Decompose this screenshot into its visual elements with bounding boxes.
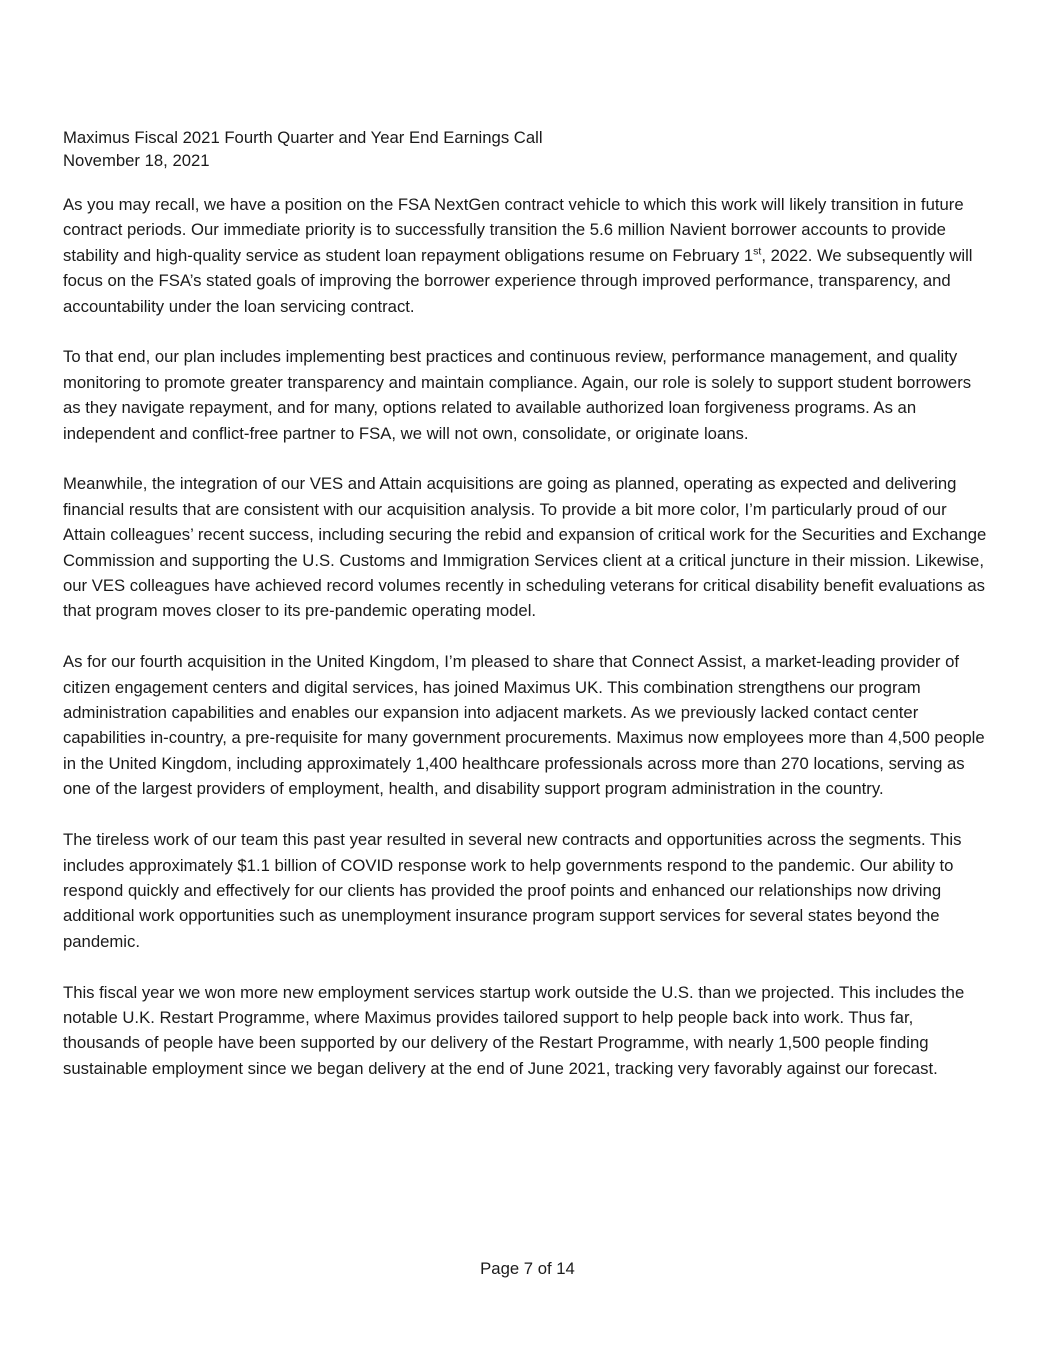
paragraph-ves-attain: Meanwhile, the integration of our VES and Attain acquisitions are going as planned, operating as expected and delivering financial results that are consistent with our acquisition analysis. To provide a bit more color, I’m particularly proud of our Attain colleagues’ recent success, including securing the rebid and expansion of critical work for the Securities and Exchange Commission and supporting the U.S. Customs and Immigration Services client at a critical juncture in their mission. Likewise, our VES colleagues have achieved record volumes recently in scheduling veterans for critical disability benefit evaluations as that program moves closer to its pre-pandemic operating model. <box>63 474 987 621</box>
document-body <box>63 192 992 1081</box>
paragraph-connect-assist: As for our fourth acquisition in the United Kingdom, I’m pleased to share that Connect Assist, a market-leading provider of citizen engagement centers and digital services, has joined Maximus UK. This combination strengthens our program administration capabilities and enables our expansion into adjacent markets. As we previously lacked contact center capabilities in-country, a pre-requisite for many government procurements. Maximus now employees more than 4,500 people in the United Kingdom, including approximately 1,400 healthcare professionals across more than 270 locations, serving as one of the largest providers of employment, health, and disability support program administration in the country. <box>63 652 985 799</box>
paragraph-covid-response: The tireless work of our team this past year resulted in several new contracts and opportunities across the segments. This includes approximately $1.1 billion of COVID response work to help governments respond to the pandemic. Our ability to respond quickly and effectively for our clients has provided the proof points and enhanced our relationships now driving additional work opportunities such as unemployment insurance program support services for several states beyond the pandemic. <box>63 830 962 951</box>
document-header <box>63 126 992 172</box>
paragraph-uk-restart: This fiscal year we won more new employment services startup work outside the U.S. than we projected. This includes the notable U.K. Restart Programme, where Maximus provides tailored support to help people back into work. Thus far, thousands of people have been supported by our delivery of the Restart Programme, with nearly 1,500 people finding sustainable employment since we began delivery at the end of June 2021, tracking very favorably against our forecast. <box>63 982 965 1078</box>
paragraph-best-practices: To that end, our plan includes implementing best practices and continuous review, performance management, and quality monitoring to promote greater transparency and maintain compliance. Again, our role is solely to support student borrowers as they navigate repayment, and for many, options related to available authorized loan forgiveness programs. As an independent and conflict-free partner to FSA, we will not own, consolidate, or originate loans. <box>63 347 972 443</box>
page-footer <box>0 1256 1055 1281</box>
paragraph-fsa-nextgen <box>63 192 992 319</box>
paragraph-fsa-nextgen-text: As you may recall, we have a position on the FSA NextGen contract vehicle to which this work will likely transition in future contract periods. Our immediate priority is to successfully transition the 5.6 million Navient borrower accounts to provide stability and high-quality service as student loan repayment obligations resume on February 1 <box>63 195 964 265</box>
paragraph-fsa-nextgen-text-cont: , 2022. We subsequently will focus on the FSA’s stated goals of improving the borrower experience through improved performance, transparency, and accountability under the loan servicing contract. <box>63 245 973 316</box>
document-date: November 18, 2021 <box>63 151 210 170</box>
document-title: Maximus Fiscal 2021 Fourth Quarter and Year End Earnings Call <box>63 128 543 147</box>
page-number: Page 7 of 14 <box>480 1259 575 1278</box>
document-content <box>63 126 992 1107</box>
ordinal-superscript: st <box>753 245 762 258</box>
